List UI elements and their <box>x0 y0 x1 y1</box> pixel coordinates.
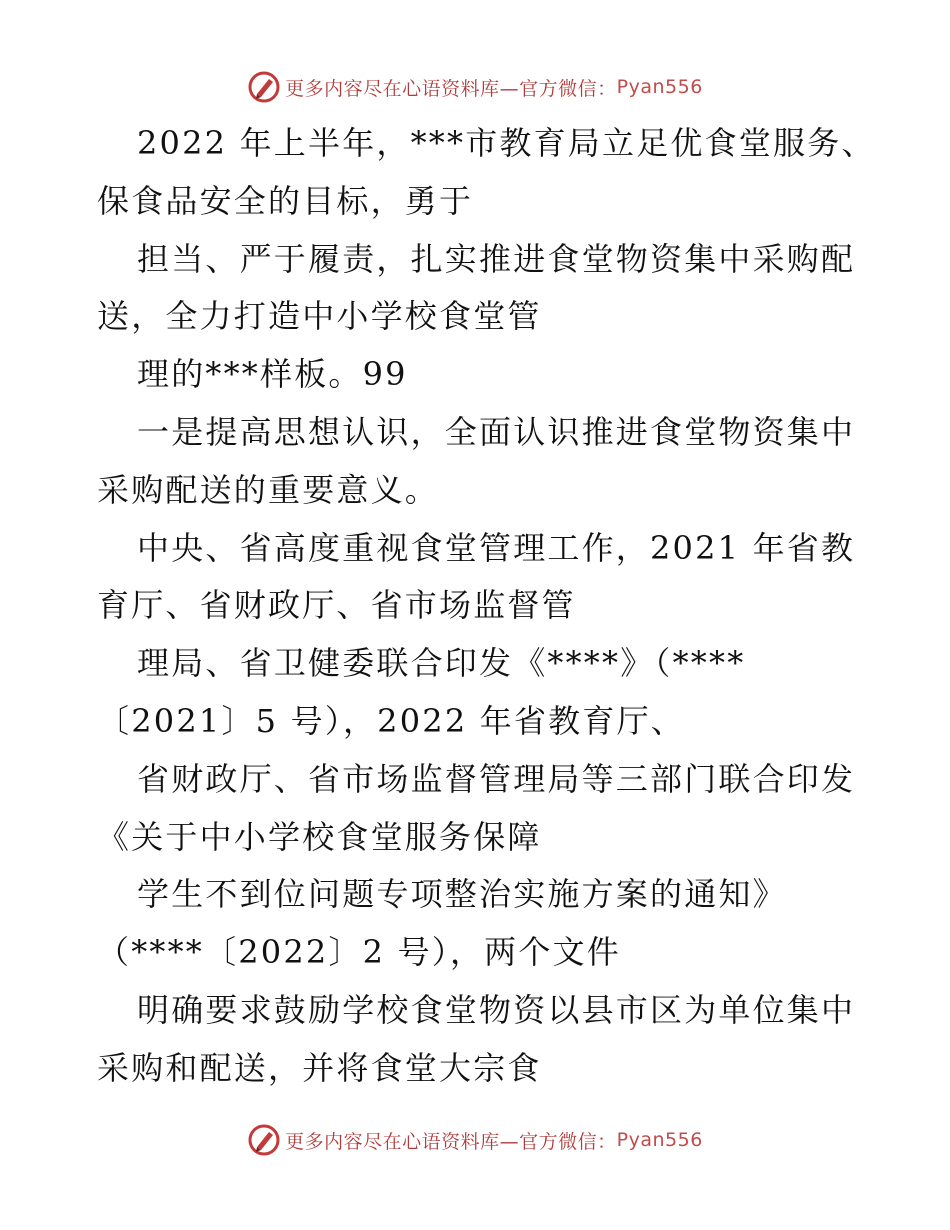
watermark-wechat-id: Pyan556 <box>616 76 703 98</box>
text-line: （****〔2022〕2 号），两个文件 <box>97 933 621 972</box>
pen-logo-icon <box>247 1123 281 1157</box>
pen-logo-icon <box>247 70 281 104</box>
text-line: 理的***样板。99 <box>137 355 408 394</box>
watermark-text: 更多内容尽在心语资料库—官方微信： <box>285 1130 617 1153</box>
watermark-text: 更多内容尽在心语资料库—官方微信： <box>285 77 617 100</box>
text-line: 2022 年上半年，***市教育局立足优食堂服务、 <box>137 124 876 162</box>
text-line: 保食品安全的目标，勇于 <box>97 181 474 220</box>
header-watermark <box>0 70 950 104</box>
text-line: 《关于中小学校食堂服务保障 <box>97 817 542 856</box>
footer-watermark <box>0 1123 950 1157</box>
document-body <box>97 115 876 1098</box>
watermark-wechat-id: Pyan556 <box>616 1129 703 1151</box>
text-line: 省财政厅、省市场监督管理局等三部门联合印发 <box>137 759 856 798</box>
text-line: 中央、省高度重视食堂管理工作，2021 年省教 <box>137 528 856 567</box>
text-line: 育厅、省财政厅、省市场监督管 <box>97 586 576 625</box>
text-line: 采购配送的重要意义。 <box>97 470 440 509</box>
text-line: 明确要求鼓励学校食堂物资以县市区为单位集中 <box>137 990 856 1029</box>
text-line: 理局、省卫健委联合印发《****》（**** <box>137 644 746 683</box>
text-line: 送，全力打造中小学校食堂管 <box>97 297 542 336</box>
text-line: 〔2021〕5 号），2022 年省教育厅、 <box>97 701 685 740</box>
text-line: 担当、严于履责，扎实推进食堂物资集中采购配 <box>137 239 856 278</box>
text-line: 采购和配送，并将食堂大宗食 <box>97 1048 542 1087</box>
text-line: 一是提高思想认识，全面认识推进食堂物资集中 <box>137 412 856 451</box>
text-line: 学生不到位问题专项整治实施方案的通知》 <box>137 875 787 914</box>
